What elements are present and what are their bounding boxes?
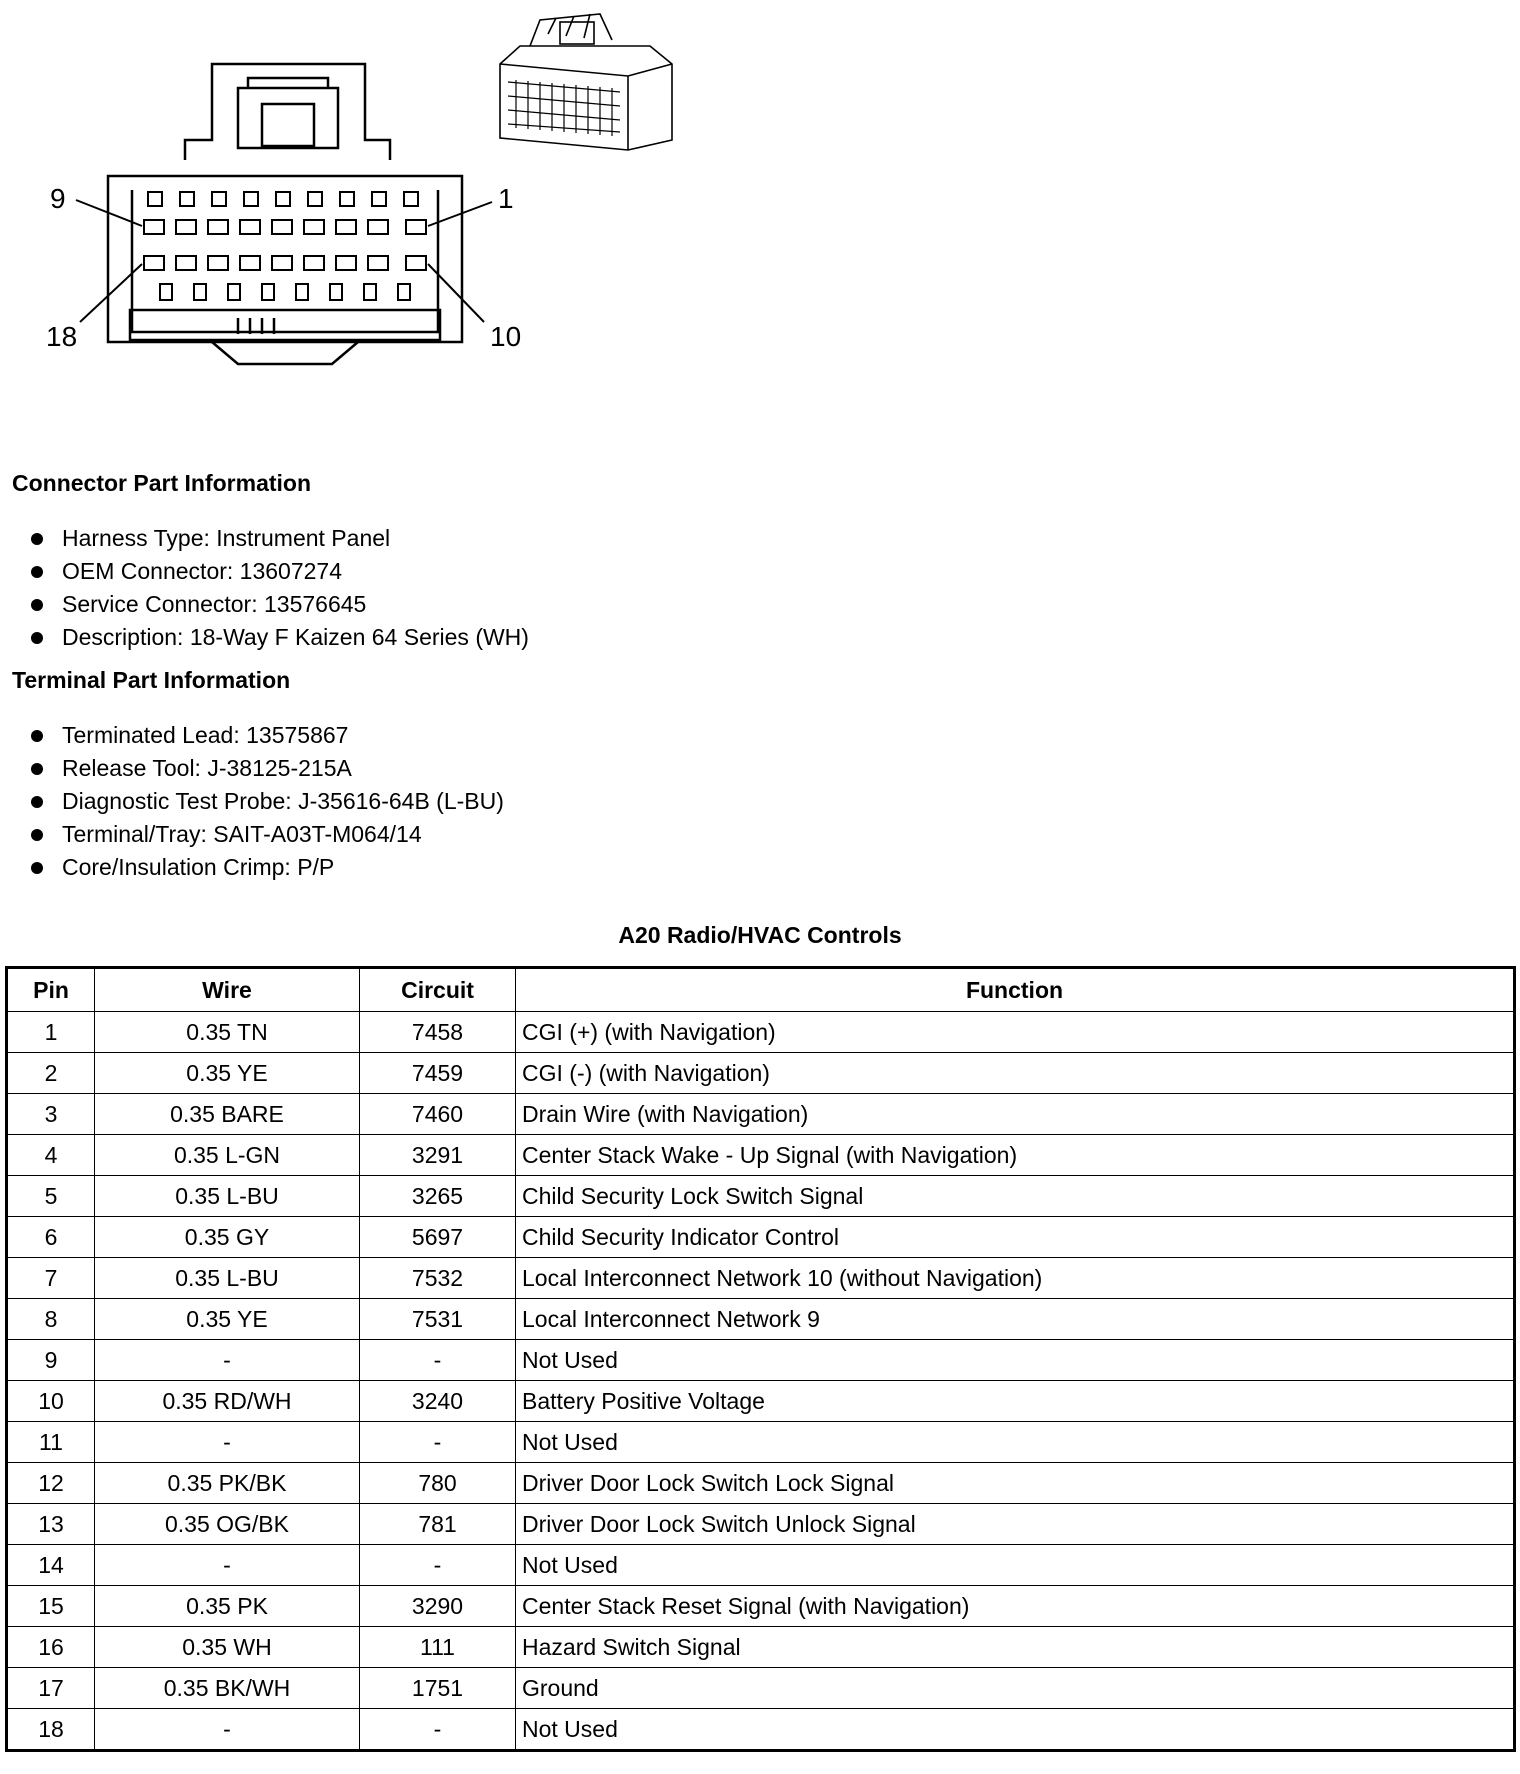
table-row [7, 1709, 1515, 1751]
pin-table-title: A20 Radio/HVAC Controls [618, 922, 902, 948]
callout-pin-18: 18 [46, 321, 78, 352]
cell-function: Battery Positive Voltage [516, 1381, 1515, 1422]
cell-circuit: 781 [360, 1504, 516, 1545]
cell-wire: 0.35 L-BU [95, 1176, 360, 1217]
connector-part-info-list [28, 522, 529, 654]
connector-diagram [0, 0, 700, 420]
cell-function: CGI (+) (with Navigation) [516, 1012, 1515, 1053]
terminal-part-info-title: Terminal Part Information [12, 667, 291, 693]
cell-circuit: 3265 [360, 1176, 516, 1217]
list-item: Terminated Lead: 13575867 [28, 719, 504, 752]
cell-wire: 0.35 L-BU [95, 1258, 360, 1299]
pin-table [5, 966, 1516, 1752]
cell-pin: 2 [7, 1053, 95, 1094]
table-row [7, 1422, 1515, 1463]
cell-circuit: 780 [360, 1463, 516, 1504]
cell-function: Center Stack Reset Signal (with Navigation) [516, 1586, 1515, 1627]
cell-circuit: - [360, 1422, 516, 1463]
cell-function: Ground [516, 1668, 1515, 1709]
list-item: OEM Connector: 13607274 [28, 555, 529, 588]
cell-pin: 11 [7, 1422, 95, 1463]
terminal-part-info-list [28, 719, 504, 884]
cell-circuit: - [360, 1545, 516, 1586]
cell-function: Driver Door Lock Switch Lock Signal [516, 1463, 1515, 1504]
connector-part-info-title: Connector Part Information [12, 470, 312, 496]
cell-wire: 0.35 GY [95, 1217, 360, 1258]
table-row [7, 1627, 1515, 1668]
cell-pin: 6 [7, 1217, 95, 1258]
table-row [7, 1586, 1515, 1627]
cell-circuit: 7532 [360, 1258, 516, 1299]
table-row [7, 1012, 1515, 1053]
cell-pin: 18 [7, 1709, 95, 1751]
cell-function: Local Interconnect Network 9 [516, 1299, 1515, 1340]
cell-circuit: 7460 [360, 1094, 516, 1135]
table-row [7, 1504, 1515, 1545]
cell-pin: 12 [7, 1463, 95, 1504]
cell-wire: 0.35 PK/BK [95, 1463, 360, 1504]
table-row [7, 1668, 1515, 1709]
cell-wire: - [95, 1340, 360, 1381]
table-row [7, 1217, 1515, 1258]
cell-circuit: 3240 [360, 1381, 516, 1422]
cell-function: Hazard Switch Signal [516, 1627, 1515, 1668]
cell-function: Not Used [516, 1340, 1515, 1381]
cell-pin: 8 [7, 1299, 95, 1340]
cell-pin: 13 [7, 1504, 95, 1545]
callout-pin-10: 10 [490, 321, 522, 352]
cell-function: Child Security Lock Switch Signal [516, 1176, 1515, 1217]
cell-circuit: 3290 [360, 1586, 516, 1627]
cell-circuit: 3291 [360, 1135, 516, 1176]
table-row [7, 1340, 1515, 1381]
cell-pin: 7 [7, 1258, 95, 1299]
cell-circuit: 7459 [360, 1053, 516, 1094]
list-item: Core/Insulation Crimp: P/P [28, 851, 504, 884]
cell-function: Local Interconnect Network 10 (without Navigation) [516, 1258, 1515, 1299]
cell-pin: 14 [7, 1545, 95, 1586]
cell-wire: - [95, 1709, 360, 1751]
cell-pin: 15 [7, 1586, 95, 1627]
table-row [7, 1381, 1515, 1422]
header-function: Function [516, 968, 1515, 1012]
header-circuit: Circuit [360, 968, 516, 1012]
cell-circuit: - [360, 1340, 516, 1381]
list-item: Release Tool: J-38125-215A [28, 752, 504, 785]
cell-pin: 16 [7, 1627, 95, 1668]
cell-function: CGI (-) (with Navigation) [516, 1053, 1515, 1094]
table-row [7, 1135, 1515, 1176]
cell-circuit: - [360, 1709, 516, 1751]
cell-function: Not Used [516, 1422, 1515, 1463]
list-item: Harness Type: Instrument Panel [28, 522, 529, 555]
cell-wire: - [95, 1545, 360, 1586]
connector-isometric-icon [500, 14, 672, 150]
cell-function: Center Stack Wake - Up Signal (with Navigation) [516, 1135, 1515, 1176]
cell-circuit: 5697 [360, 1217, 516, 1258]
table-row [7, 1053, 1515, 1094]
cell-wire: 0.35 PK [95, 1586, 360, 1627]
cell-wire: 0.35 TN [95, 1012, 360, 1053]
cell-function: Not Used [516, 1709, 1515, 1751]
header-wire: Wire [95, 968, 360, 1012]
header-pin: Pin [7, 968, 95, 1012]
list-item: Description: 18-Way F Kaizen 64 Series (WH) [28, 621, 529, 654]
cell-pin: 4 [7, 1135, 95, 1176]
list-item: Service Connector: 13576645 [28, 588, 529, 621]
cell-wire: 0.35 OG/BK [95, 1504, 360, 1545]
cell-wire: 0.35 YE [95, 1053, 360, 1094]
cell-pin: 5 [7, 1176, 95, 1217]
list-item: Terminal/Tray: SAIT-A03T-M064/14 [28, 818, 504, 851]
cell-pin: 17 [7, 1668, 95, 1709]
table-header-row [7, 968, 1515, 1012]
cell-pin: 10 [7, 1381, 95, 1422]
cell-wire: 0.35 BK/WH [95, 1668, 360, 1709]
callout-pin-1: 1 [498, 183, 514, 214]
cell-wire: 0.35 YE [95, 1299, 360, 1340]
cell-wire: - [95, 1422, 360, 1463]
cell-function: Not Used [516, 1545, 1515, 1586]
table-row [7, 1545, 1515, 1586]
cell-circuit: 7531 [360, 1299, 516, 1340]
table-row [7, 1463, 1515, 1504]
cell-function: Child Security Indicator Control [516, 1217, 1515, 1258]
callout-pin-9: 9 [50, 183, 66, 214]
cell-circuit: 1751 [360, 1668, 516, 1709]
pin-table-body [7, 1012, 1515, 1751]
table-row [7, 1094, 1515, 1135]
cell-circuit: 7458 [360, 1012, 516, 1053]
cell-wire: 0.35 WH [95, 1627, 360, 1668]
cell-pin: 9 [7, 1340, 95, 1381]
cell-pin: 1 [7, 1012, 95, 1053]
table-row [7, 1176, 1515, 1217]
table-row [7, 1258, 1515, 1299]
cell-pin: 3 [7, 1094, 95, 1135]
cell-function: Driver Door Lock Switch Unlock Signal [516, 1504, 1515, 1545]
list-item: Diagnostic Test Probe: J-35616-64B (L-BU) [28, 785, 504, 818]
cell-circuit: 111 [360, 1627, 516, 1668]
cell-wire: 0.35 L-GN [95, 1135, 360, 1176]
cell-wire: 0.35 BARE [95, 1094, 360, 1135]
cell-wire: 0.35 RD/WH [95, 1381, 360, 1422]
cell-function: Drain Wire (with Navigation) [516, 1094, 1515, 1135]
table-row [7, 1299, 1515, 1340]
